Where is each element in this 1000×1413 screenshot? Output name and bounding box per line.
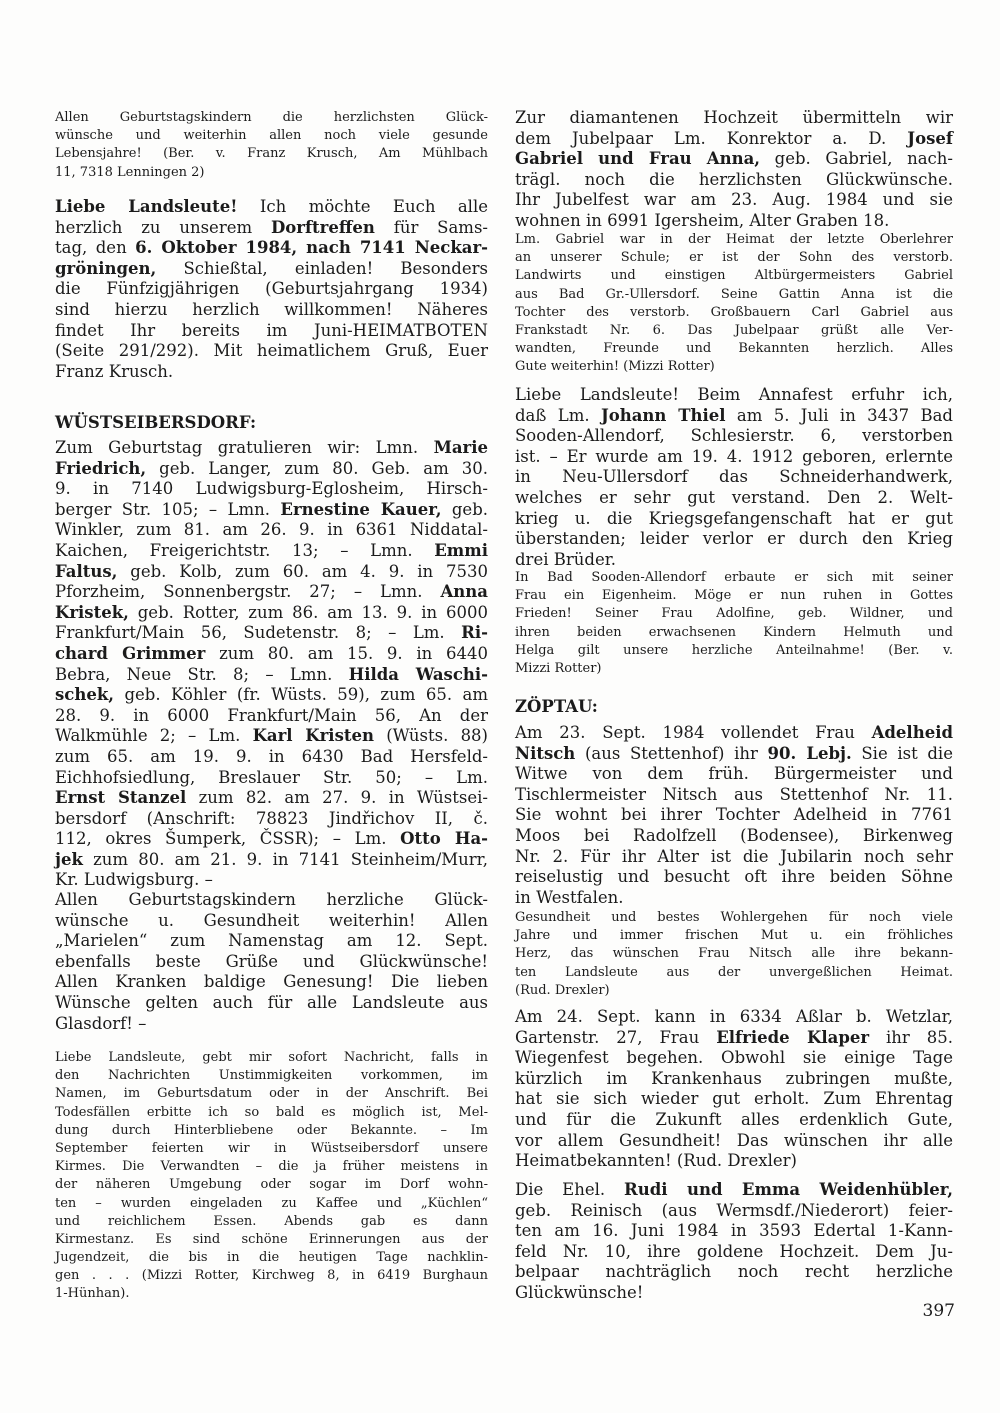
text-line: Landwirts und einstigen Altbürgermeisters Gabriel: [515, 268, 953, 284]
text-line: die Fünfzigjährigen (Geburtsjahrgang 1934): [55, 279, 488, 299]
text-line: in Neu-Ullersdorf das Schneiderhandwerk,: [515, 467, 953, 487]
text-line: Frankstadt Nr. 6. Das Jubelpaar grüßt alle Ver-: [515, 322, 953, 338]
text-line: [515, 406, 953, 427]
text-run: daß Lm.: [515, 405, 601, 425]
page-number: 397: [922, 1301, 955, 1321]
text-line: ebenfalls beste Grüße und Glückwünsche!: [55, 951, 488, 971]
text-line: Jugendzeit, die bis in die heutigen Tage nachklin-: [55, 1250, 488, 1266]
text-line: Wiegenfest begehen. Obwohl sie einige Tage: [515, 1048, 953, 1068]
text-run: Zum Geburtstag gratulieren wir: Lmn.: [55, 438, 434, 457]
text-run: Gartenstr. 27, Frau: [515, 1027, 717, 1047]
text-line: Frau ein Eigenheim. Möge er nun ruhen in Gottes: [515, 588, 953, 604]
text-line: feld Nr. 10, ihre goldene Hochzeit. Dem Ju-: [515, 1241, 953, 1261]
text-line: Liebe Landsleute! Beim Annafest erfuhr ich,: [515, 385, 953, 404]
text-line: 1-Hünhan).: [55, 1286, 130, 1302]
text-line: Winkler, zum 81. am 26. 9. in 6361 Niddatal-: [55, 520, 488, 540]
bold-name: Ernst Stanzel: [55, 788, 187, 808]
bold-name: 6. Oktober 1984, nach 7141 Neckar-: [135, 238, 488, 258]
bold-name: Marie: [433, 438, 488, 457]
text-line: [55, 197, 488, 218]
bold-name: Faltus,: [55, 561, 118, 581]
text-line: [55, 582, 488, 603]
text-line: Allen Geburtstagskindern herzliche Glück-: [55, 890, 488, 909]
text-line: der näheren Umgebung oder sogar im Dorf wohn-: [55, 1177, 488, 1193]
text-line: [55, 788, 488, 809]
bold-name: jek: [55, 849, 83, 869]
text-run: Kaichen, Freigerichtstr. 13; – Lmn.: [55, 540, 435, 560]
text-line: [55, 218, 488, 239]
text-line: [515, 1028, 953, 1049]
text-line: Allen Kranken baldige Genesung! Die lieben: [55, 972, 488, 992]
text-line: Gute weiterhin! (Mizzi Rotter): [515, 359, 715, 375]
text-line: wohnen in 6991 Igersheim, Alter Graben 18.: [515, 210, 890, 230]
text-run: zum 82. am 27. 9. in Wüstsei-: [186, 788, 488, 808]
text-line: Gesundheit und bestes Wohlergehen für noch viele: [515, 910, 953, 925]
bold-name: 90. Lebj.: [767, 743, 852, 763]
text-line: zum 65. am 19. 9. in 6430 Bad Hersfeld-: [55, 746, 488, 766]
text-line: Franz Krusch.: [55, 361, 174, 381]
bold-name: Josef: [907, 128, 953, 148]
text-run: Ich möchte Euch alle: [237, 197, 488, 216]
nitsch-birthday-paragraph: [515, 723, 953, 908]
text-line: Eichhofsiedlung, Breslauer Str. 50; – Lm.: [55, 767, 488, 787]
text-line: [515, 744, 953, 765]
text-line: Glasdorf! –: [55, 1013, 147, 1033]
text-line: geb. Reinisch (aus Wermsdf./Niederort) feier-: [515, 1200, 953, 1220]
text-line: krieg u. die Kriegsgefangenschaft hat er gut: [515, 508, 953, 528]
bold-name: Friedrich,: [55, 458, 147, 478]
text-line: vor allem Gesundheit! Das wünschen ihr alle: [515, 1130, 953, 1150]
text-line: Frieden! Seiner Frau Adolfine, geb. Wildner, und: [515, 606, 953, 622]
bold-name: Karl Kristen: [252, 726, 374, 746]
text-line: wünsche u. Gesundheit weiterhin! Allen: [55, 910, 488, 930]
text-line: aus Bad Gr.-Ullersdorf. Seine Gattin Anna ist die: [515, 286, 953, 302]
text-line: wünsche und weiterhin allen noch viele gesunde: [55, 128, 488, 144]
text-line: Glückwünsche!: [515, 1282, 644, 1302]
bold-name: Kristek,: [55, 602, 129, 622]
text-run: geb. Köhler (fr. Wüsts. 59), zum 65. am: [114, 685, 488, 705]
gabriel-biography-paragraph: [515, 231, 953, 377]
text-run: Schießtal, einladen! Besonders: [156, 258, 488, 278]
text-line: [55, 829, 488, 850]
text-line: trägl. noch die herzlichsten Glückwünsche.: [515, 169, 953, 189]
text-line: Witwe von dem früh. Bürgermeister und: [515, 764, 953, 784]
text-run: Frankfurt/Main 56, Sudetenstr. 8; – Lm.: [55, 623, 462, 643]
bold-name: chard Grimmer: [55, 643, 206, 663]
text-line: 28. 9. in 6000 Frankfurt/Main 56, An der: [55, 705, 488, 725]
text-line: [55, 726, 488, 747]
bold-name: Hilda Waschi-: [348, 664, 488, 684]
text-run: geb. Langer, zum 80. Geb. am 30.: [146, 458, 488, 478]
text-line: und reichlichem Essen. Abends gab es dann: [55, 1213, 488, 1229]
nitsch-wishes-paragraph: [515, 909, 953, 1000]
text-run: Am 23. Sept. 1984 vollendet Frau: [515, 723, 872, 742]
text-line: [55, 665, 488, 686]
text-line: Tochter des verstorb. Großbauern Carl Gabriel aus: [515, 304, 953, 320]
bold-name: Rudi und Emma Weidenhübler,: [624, 1180, 954, 1199]
text-line: „Marielen“ zum Namenstag am 12. Sept.: [55, 931, 488, 951]
text-line: findet Ihr bereits im Juni-HEIMATBOTEN: [55, 320, 488, 340]
text-line: Wünsche gelten auch für alle Landsleute aus: [55, 992, 488, 1012]
golden-wedding-paragraph: [515, 1180, 953, 1304]
text-line: [55, 850, 488, 871]
text-run: ihr 85.: [869, 1027, 953, 1047]
text-line: Kr. Ludwigsburg. –: [55, 870, 213, 890]
text-run: Sie ist die: [851, 743, 953, 763]
text-line: 11, 7318 Lenningen 2): [55, 164, 205, 180]
bold-name: gröningen,: [55, 258, 157, 278]
text-line: [55, 623, 488, 644]
text-run: dem Jubelpaar Lm. Konrektor a. D.: [515, 128, 908, 148]
text-line: Liebe Landsleute, gebt mir sofort Nachricht, falls in: [55, 1050, 488, 1065]
text-line: Heimatbekannten! (Rud. Drexler): [515, 1151, 797, 1171]
text-line: (Seite 291/292). Mit heimatlichem Gruß, Euer: [55, 341, 488, 361]
text-run: (Wüsts. 88): [373, 726, 488, 746]
section-heading-zoeptau: ZÖPTAU:: [515, 697, 598, 716]
text-line: [515, 129, 953, 150]
text-line: [55, 562, 488, 583]
diamond-wedding-paragraph: [515, 108, 953, 232]
text-line: ten am 16. Juni 1984 in 3593 Edertal 1-Kann-: [515, 1221, 953, 1241]
text-line: [515, 1180, 953, 1201]
text-line: Am 24. Sept. kann in 6334 Aßlar b. Wetzlar,: [515, 1007, 953, 1026]
text-line: Sooden-Allendorf, Schlesierstr. 6, verstorben: [515, 426, 953, 446]
text-line: welches er sehr gut verstand. Den 2. Welt-: [515, 487, 953, 507]
text-run: für Sams-: [374, 217, 488, 237]
text-line: und für die Zukunft alles erdenklich Gute,: [515, 1109, 953, 1129]
text-line: Kirmestanz. Es sind schöne Erinnerungen aus der: [55, 1231, 488, 1247]
obituary-paragraph: [515, 385, 953, 570]
village-meeting-invitation: [55, 197, 488, 382]
text-line: [515, 149, 953, 170]
bold-name: Gabriel und Frau Anna,: [515, 149, 761, 169]
bold-name: Otto Ha-: [400, 829, 488, 849]
text-line: den Nachrichten Unstimmigkeiten vorkommen, im: [55, 1068, 488, 1084]
text-line: ist. – Er wurde am 19. 4. 1912 geboren, erlernte: [515, 446, 953, 466]
text-run: Pforzheim, Sonnenbergstr. 27; – Lmn.: [55, 582, 441, 602]
bold-name: Emmi: [434, 540, 488, 560]
text-line: [55, 541, 488, 562]
text-run: zum 80. am 15. 9. in 6440: [205, 643, 488, 663]
text-line: wandten, Freunde und Bekannten herzlich. Alles: [515, 341, 953, 357]
bold-name: Elfriede Klaper: [716, 1027, 870, 1047]
text-line: In Bad Sooden-Allendorf erbaute er sich mit seiner: [515, 570, 953, 585]
bold-name: schek,: [55, 685, 115, 705]
bold-name: Ri-: [461, 623, 488, 643]
kirmes-paragraph: [55, 1049, 488, 1304]
text-line: [55, 644, 488, 665]
text-line: Todesfällen erbitte ich so bald es möglich ist, Mel-: [55, 1104, 488, 1120]
text-line: reiselustig und besucht oft ihre beiden Söhne: [515, 867, 953, 887]
text-run: am 5. Juli in 3437 Bad: [725, 405, 953, 425]
bold-name: Adelheid: [871, 723, 953, 742]
text-run: tag, den: [55, 238, 136, 258]
text-line: Helga gilt unsere herzliche Anteilnahme! (Ber. v.: [515, 642, 953, 658]
text-line: [55, 603, 488, 624]
text-line: an unserer Schule; er ist der Sohn des verstorb.: [515, 250, 953, 266]
text-run: geb. Gabriel, nach-: [760, 149, 953, 169]
bold-name: Nitsch: [515, 743, 576, 763]
birthday-list-paragraph: [55, 438, 488, 891]
text-line: Mizzi Rotter): [515, 660, 602, 676]
text-line: überstanden; leider verlor er durch den Krieg: [515, 529, 953, 549]
text-line: ihren beiden erwachsenen Kindern Helmuth und: [515, 624, 953, 640]
text-run: geb. Kolb, zum 60. am 4. 9. in 7530: [117, 561, 488, 581]
text-line: [55, 685, 488, 706]
text-line: bersdorf (Anschrift: 78823 Jindřichov II, č.: [55, 808, 488, 828]
text-line: [55, 259, 488, 280]
text-line: Allen Geburtstagskindern die herzlichsten Glück-: [55, 110, 488, 125]
text-line: Ihr Jubelfest war am 23. Aug. 1984 und sie: [515, 190, 953, 210]
birthday-wishes-paragraph: [55, 109, 488, 182]
section-heading-wuestseibersdorf: WÜSTSEIBERSDORF:: [55, 413, 257, 432]
klaper-birthday-paragraph: [515, 1007, 953, 1172]
text-line: Nr. 2. Für ihr Alter ist die Jubilarin noch sehr: [515, 846, 953, 866]
bold-name: Ernestine Kauer,: [280, 499, 442, 519]
text-line: Moos bei Radolfzell (Bodensee), Birkenweg: [515, 825, 953, 845]
text-line: [515, 723, 953, 744]
bold-name: Johann Thiel: [600, 405, 726, 425]
greetings-paragraph: [55, 890, 488, 1034]
text-line: Kirmes. Die Verwandten – die ja früher meistens in: [55, 1159, 488, 1175]
text-line: sind hierzu herzlich willkommen! Näheres: [55, 299, 488, 319]
text-line: belpaar nachträglich noch recht herzliche: [515, 1262, 953, 1282]
text-run: 112, okres Šumperk, ČSSR); – Lm.: [55, 829, 401, 849]
bold-name: Dorftreffen: [270, 217, 375, 237]
text-line: drei Brüder.: [515, 549, 617, 569]
text-line: Jahre und immer frischen Mut u. ein fröhliches: [515, 928, 953, 944]
text-run: Walkmühle 2; – Lm.: [55, 726, 253, 746]
text-line: hat sie sich wieder gut erholt. Zum Ehrentag: [515, 1089, 953, 1109]
text-line: [55, 459, 488, 480]
text-run: Die Ehel.: [515, 1180, 625, 1199]
text-run: zum 80. am 21. 9. in 7141 Steinheim/Murr,: [82, 849, 488, 869]
text-line: dung durch Hinterbliebene oder Bekannte. – Im: [55, 1122, 488, 1138]
text-run: berger Str. 105; – Lmn.: [55, 499, 281, 519]
bold-name: Liebe Landsleute!: [55, 197, 238, 216]
text-run: Bebra, Neue Str. 8; – Lmn.: [55, 664, 349, 684]
text-run: (aus Stettenhof) ihr: [575, 743, 768, 763]
text-line: in Westfalen.: [515, 887, 624, 907]
bold-name: Anna: [440, 582, 488, 602]
text-run: herzlich zu unserem: [55, 217, 271, 237]
text-line: [55, 238, 488, 259]
text-line: September feierten wir in Wüstseibersdorf unsere: [55, 1140, 488, 1156]
condolence-paragraph: [515, 569, 953, 678]
text-line: Zur diamantenen Hochzeit übermitteln wir: [515, 108, 953, 127]
text-run: geb. Rotter, zum 86. am 13. 9. in 6000: [128, 602, 488, 622]
text-line: Tischlermeister Nitsch aus Stettenhof Nr. 11.: [515, 784, 953, 804]
text-line: gen . . . (Mizzi Rotter, Kirchweg 8, in 6419 Burghaun: [55, 1268, 488, 1284]
text-run: geb.: [441, 499, 489, 519]
text-line: Sie wohnt bei ihrer Tochter Adelheid in 7761: [515, 805, 953, 825]
text-line: [55, 438, 488, 459]
text-line: ten Landsleute aus der unvergeßlichen Heimat.: [515, 964, 953, 980]
text-line: ten – wurden eingeladen zu Kaffee und „Küchlen“: [55, 1195, 488, 1211]
text-line: Namen, im Geburtsdatum oder in der Anschrift. Bei: [55, 1086, 488, 1102]
text-line: Lm. Gabriel war in der Heimat der letzte Oberlehrer: [515, 232, 953, 247]
text-line: 9. in 7140 Ludwigsburg-Eglosheim, Hirsch-: [55, 479, 488, 499]
text-line: Lebensjahre! (Ber. v. Franz Krusch, Am Mühlbach: [55, 146, 488, 162]
text-line: Herz, das wünschen Frau Nitsch alle ihre bekann-: [515, 946, 953, 962]
text-line: (Rud. Drexler): [515, 982, 610, 998]
text-line: [55, 500, 488, 521]
text-line: kürzlich im Krankenhaus zubringen mußte,: [515, 1068, 953, 1088]
